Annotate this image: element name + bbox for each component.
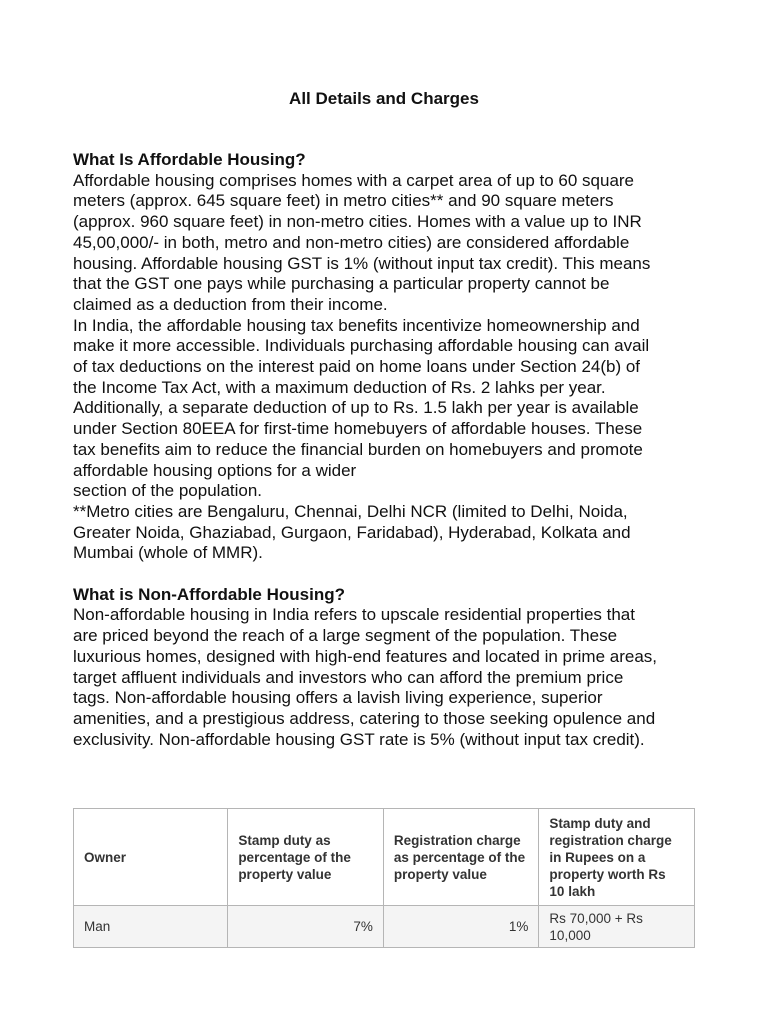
header-owner: Owner (74, 809, 228, 906)
text-line: section of the population. (73, 481, 263, 501)
text-line: claimed as a deduction from their income. (73, 294, 388, 314)
text-line: tags. Non-affordable housing offers a lavish living experience, superior (73, 688, 603, 708)
text-line: tax benefits aim to reduce the financial burden on homebuyers and promote (73, 439, 643, 459)
text-line: make it more accessible. Individuals purchasing affordable housing can avail (73, 336, 650, 356)
table-header-row (74, 809, 695, 906)
text-line: of tax deductions on the interest paid on home loans under Section 24(b) of (73, 357, 641, 377)
charges-table (73, 808, 695, 948)
header-total-charge: Stamp duty and registration charge in Rupees on a property worth Rs 10 lakh (539, 809, 695, 906)
text-line: **Metro cities are Bengaluru, Chennai, Delhi NCR (limited to Delhi, Noida, (73, 501, 628, 521)
paragraph-gap (73, 564, 703, 585)
text-line: meters (approx. 645 square feet) in metro cities** and 90 square meters (73, 191, 614, 211)
header-registration-charge: Registration charge as percentage of the property value (383, 809, 539, 906)
header-stamp-duty: Stamp duty as percentage of the property value (228, 809, 384, 906)
text-line: under Section 80EEA for first-time homebuyers of affordable houses. These (73, 419, 643, 439)
text-line: affordable housing options for a wider (73, 460, 357, 480)
cell-total-charge: Rs 70,000 + Rs 10,000 (539, 906, 695, 948)
text-line: exclusivity. Non-affordable housing GST rate is 5% (without input tax credit). (73, 729, 645, 749)
text-line: In India, the affordable housing tax benefits incentivize homeownership and (73, 315, 640, 335)
cell-owner: Man (74, 906, 228, 948)
affordable-heading: What Is Affordable Housing? (73, 150, 306, 169)
text-line: Additionally, a separate deduction of up to Rs. 1.5 lakh per year is available (73, 398, 639, 418)
text-line: that the GST one pays while purchasing a particular property cannot be (73, 274, 610, 294)
text-line: Greater Noida, Ghaziabad, Gurgaon, Faridabad), Hyderabad, Kolkata and (73, 522, 631, 542)
text-line: housing. Affordable housing GST is 1% (without input tax credit). This means (73, 253, 651, 273)
text-line: Affordable housing comprises homes with a carpet area of up to 60 square (73, 170, 635, 190)
text-line: (approx. 960 square feet) in non-metro cities. Homes with a value up to INR (73, 212, 642, 232)
text-line: Mumbai (whole of MMR). (73, 543, 263, 563)
page-title: All Details and Charges (289, 89, 479, 108)
text-line: amenities, and a prestigious address, catering to those seeking opulence and (73, 708, 656, 728)
text-line: target affluent individuals and investors who can afford the premium price (73, 667, 624, 687)
document-body (73, 150, 703, 750)
table-row (74, 906, 695, 948)
text-line: 45,00,000/- in both, metro and non-metro cities) are considered affordable (73, 232, 630, 252)
text-line: are priced beyond the reach of a large segment of the population. These (73, 626, 618, 646)
cell-stamp-duty: 7% (228, 906, 384, 948)
text-line: the Income Tax Act, with a maximum deduction of Rs. 2 lahks per year. (73, 377, 606, 397)
cell-registration-charge: 1% (383, 906, 539, 948)
non-affordable-heading: What is Non-Affordable Housing? (73, 584, 345, 604)
text-line: Non-affordable housing in India refers to upscale residential properties that (73, 605, 635, 625)
text-line: luxurious homes, designed with high-end features and located in prime areas, (73, 646, 658, 666)
